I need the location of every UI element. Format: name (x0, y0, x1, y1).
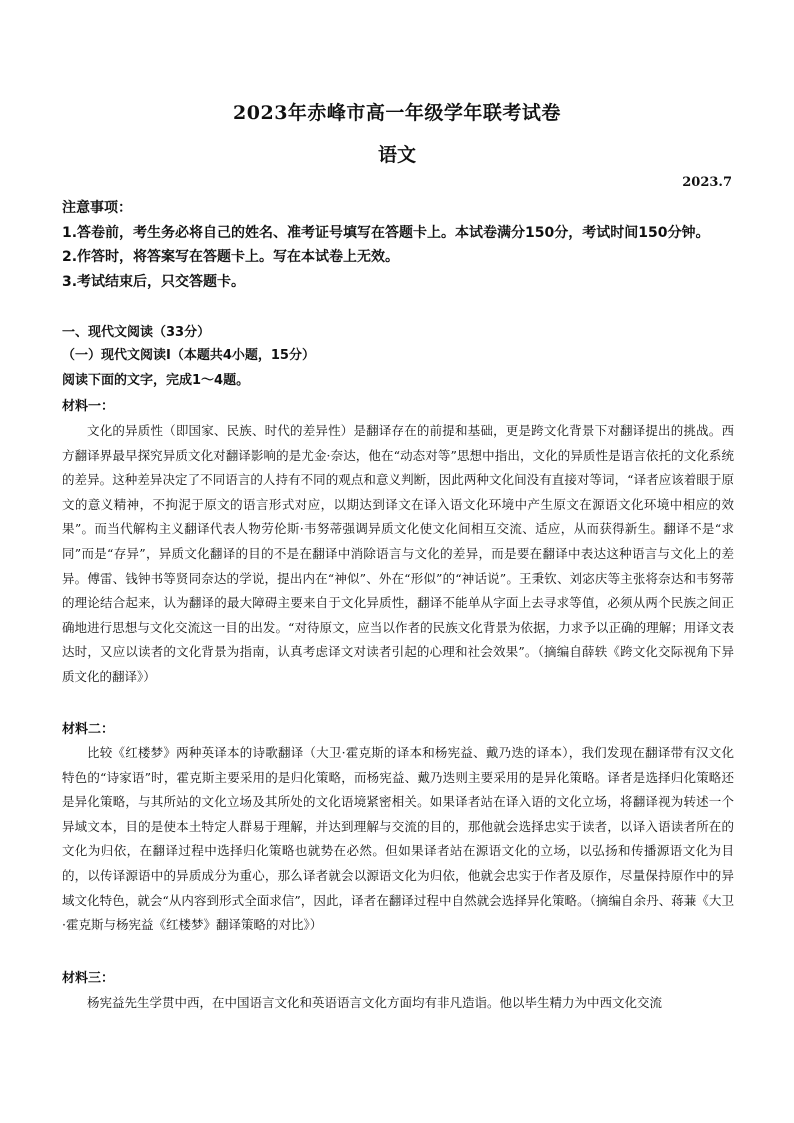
material-source: （摘编自薛轶《跨文化交际视角下异质文化的翻译》） (62, 644, 734, 684)
material-label: 材料二： (62, 722, 115, 737)
material-paragraph (62, 419, 734, 690)
notes-heading: 注意事项： (62, 200, 132, 216)
exam-title: 2023年赤峰市高一年级学年联考试卷 (233, 102, 561, 124)
material-paragraph (62, 741, 734, 938)
reading-instruction: 阅读下面的文字，完成1～4题。 (62, 373, 250, 388)
note-item: 2.作答时，将答案写在答题卡上。写在本试卷上无效。 (62, 249, 400, 265)
material-text: 比较《红楼梦》两种英译本的诗歌翻译（大卫·霍克斯的译本和杨宪益、戴乃迭的译本），我们发现在翻译带有汉文化特色的“诗家语”时，霍克斯主要采用的是归化策略，而杨宪益、戴乃迭则主要采用的是异化策略。译者是选择归化策略还是异化策略，与其所站的文化立场及其所处的文化语境紧密相关。如果译者站在译入语的文化立场，将翻译视为转述一个异域文本，目的是使本土特定人群易于理解，并达到理解与交流的目的，那他就会选择忠实于读者，以译入语读者所在的文化为归依，在翻译过程中选择归化策略也就势在必然。但如果译者站在源语文化的立场，以弘扬和传播源语文化为目的，以传译源语中的异质成分为重心，那么译者就会以源语文化为归依，他就会忠实于作者及原作，尽量保持原作中的异域文化特色，就会“从内容到形式全面求信”，因此，译者在翻译过程中自然就会选择异化策略。 (62, 745, 734, 908)
note-item: 3.考试结束后，只交答题卡。 (62, 273, 246, 290)
material-text: 杨宪益先生学贯中西，在中国语言文化和英语语言文化方面均有非凡造诣。他以毕生精力为中西文化交流 (87, 995, 663, 1010)
material-label: 材料三： (62, 971, 115, 986)
material-source: （摘编自余丹、蒋蒹《大卫·霍克斯与杨宪益《红楼梦》翻译策略的对比》） (62, 892, 734, 933)
note-item: 1.答卷前，考生务必将自己的姓名、准考证号填写在答题卡上。本试卷满分150分，考试时间150分钟。 (62, 224, 710, 241)
section-heading: 一、现代文阅读（33分） (62, 325, 211, 340)
exam-date: 2023.7 (682, 175, 732, 190)
exam-subject: 语文 (377, 144, 416, 166)
material-label: 材料一： (62, 399, 115, 414)
subsection-heading: （一）现代文阅读Ⅰ（本题共4小题，15分） (62, 348, 315, 363)
notes-block (62, 196, 734, 294)
material-text: 文化的异质性（即国家、民族、时代的差异性）是翻译存在的前提和基础，更是跨文化背景下对翻译提出的挑战。西方翻译界最早探究异质文化对翻译影响的是尤金·奈达，他在“动态对等”思想中指出，文化的异质性是语言依托的文化系统的差异。这种差异决定了不同语言的人持有不同的观点和意义判断，因此两种文化间没有直接对等词，“译者应该着眼于原文的意义精神，不拘泥于原文的语言形式对应，以期达到译文在译入语文化环境中产生原文在源语文化环境中相应的效果”。而当代解构主义翻译代表人物劳伦斯·韦努蒂强调异质文化使文化间相互交流、适应，从而获得新生。翻译不是“求同”而是“存异”，异质文化翻译的目的不是在翻译中消除语言与文化的差异，而是要在翻译中表达这种语言与文化上的差异。傅雷、钱钟书等贤同奈达的学说，提出内在“神似”、外在“形似”的“神话说”。王秉钦、刘宓庆等主张将奈达和韦努蒂的理论结合起来，认为翻译的最大障碍主要来自于文化异质性，翻译不能单从字面上去寻求等值，必须从两个民族之间正确地进行思想与文化交流这一目的出发。“对待原文，应当以作者的民族文化背景为依据，力求予以正确的理解；用译文表达时，又应以读者的文化背景为指南，认真考虑译文对读者引起的心理和社会效果”。 (62, 423, 734, 660)
material-paragraph (62, 991, 734, 1016)
